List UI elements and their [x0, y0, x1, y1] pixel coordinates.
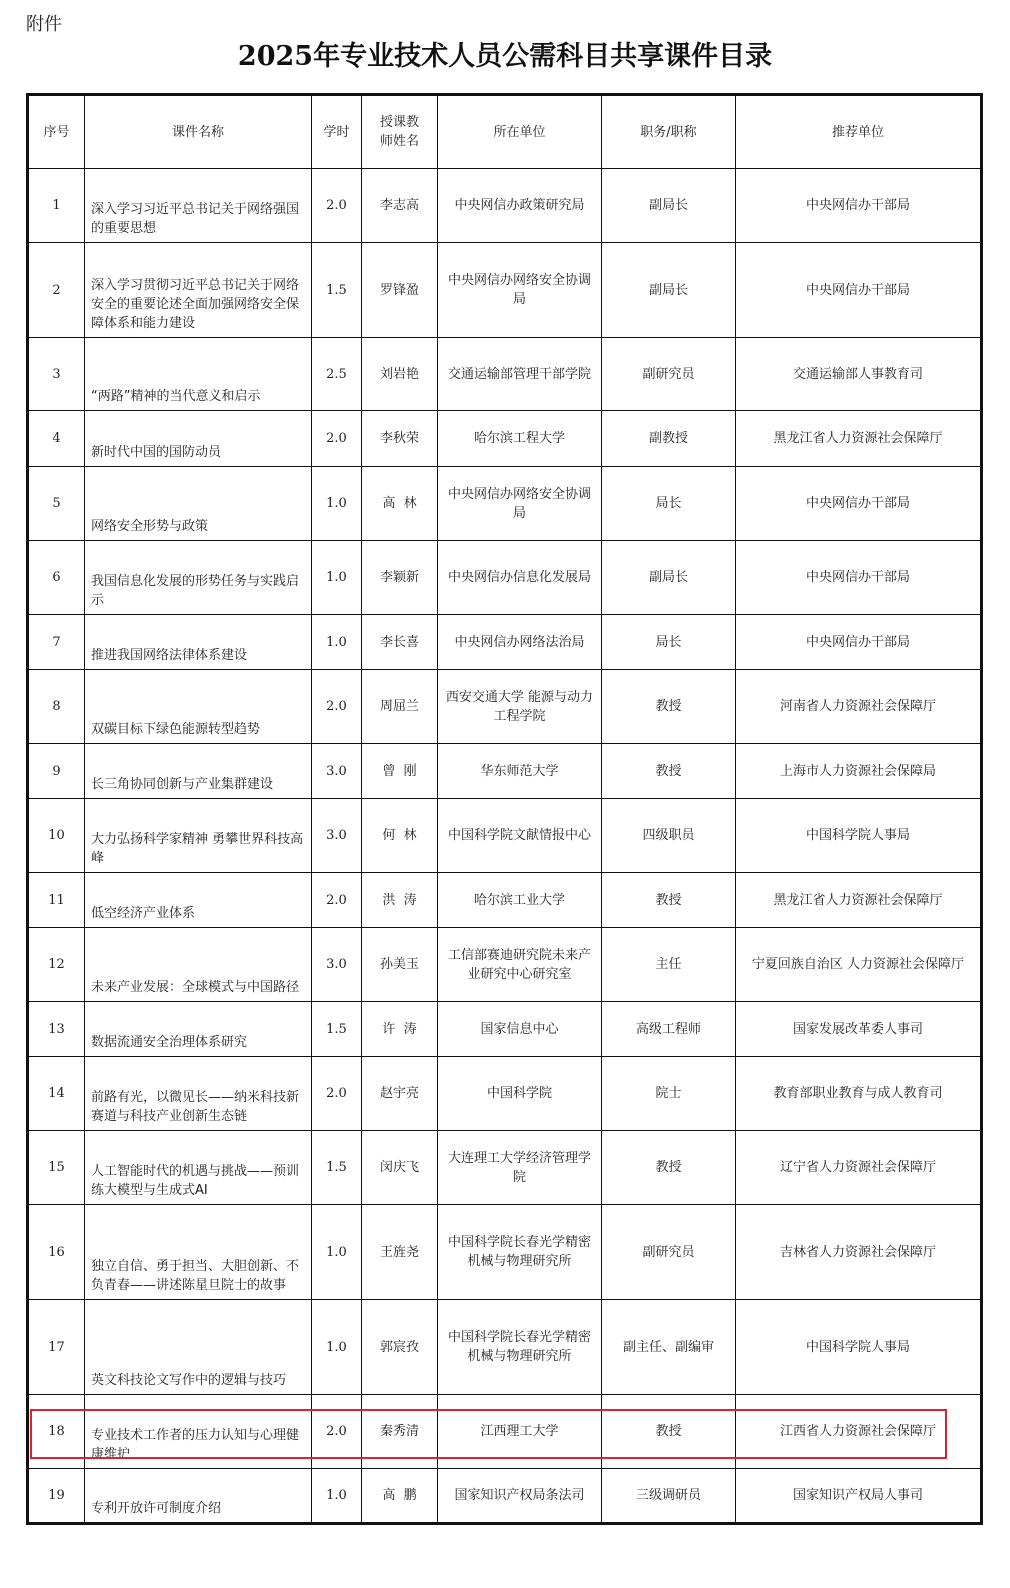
cell-position: 教授 — [602, 744, 736, 799]
cell-index: 8 — [28, 670, 85, 744]
cell-teacher: 高 林 — [362, 467, 438, 541]
cell-teacher: 周屈兰 — [362, 670, 438, 744]
cell-course: 长三角协同创新与产业集群建设 — [85, 744, 312, 799]
cell-org: 中国科学院文献情报中心 — [438, 799, 602, 873]
cell-teacher: 何 林 — [362, 799, 438, 873]
cell-course: 英文科技论文写作中的逻辑与技巧 — [85, 1300, 312, 1395]
cell-course: 专业技术工作者的压力认知与心理健康维护 — [85, 1395, 312, 1469]
cell-position: 教授 — [602, 1395, 736, 1469]
cell-recommender: 国家知识产权局人事司 — [736, 1469, 982, 1524]
cell-course: 深入学习贯彻习近平总书记关于网络安全的重要论述全面加强网络安全保障体系和能力建设 — [85, 243, 312, 338]
cell-hours: 1.0 — [312, 1205, 362, 1300]
cell-index: 3 — [28, 338, 85, 411]
cell-position: 副研究员 — [602, 1205, 736, 1300]
cell-course: 深入学习习近平总书记关于网络强国的重要思想 — [85, 169, 312, 243]
cell-recommender: 交通运输部人事教育司 — [736, 338, 982, 411]
cell-position: 主任 — [602, 928, 736, 1002]
cell-org: 中国科学院长春光学精密 机械与物理研究所 — [438, 1205, 602, 1300]
cell-hours: 3.0 — [312, 799, 362, 873]
cell-recommender: 教育部职业教育与成人教育司 — [736, 1057, 982, 1131]
cell-hours: 2.0 — [312, 411, 362, 467]
cell-position: 高级工程师 — [602, 1002, 736, 1057]
cell-org: 中国科学院 — [438, 1057, 602, 1131]
cell-course: 独立自信、勇于担当、大胆创新、不负青春——讲述陈星旦院士的故事 — [85, 1205, 312, 1300]
cell-position: 副教授 — [602, 411, 736, 467]
cell-index: 12 — [28, 928, 85, 1002]
cell-hours: 1.0 — [312, 1469, 362, 1524]
cell-org: 中央网信办网络法治局 — [438, 615, 602, 670]
cell-recommender: 中央网信办干部局 — [736, 615, 982, 670]
table-row — [28, 744, 982, 799]
cell-course: 专利开放许可制度介绍 — [85, 1469, 312, 1524]
table-row — [28, 1057, 982, 1131]
table-row — [28, 928, 982, 1002]
header-position: 职务/职称 — [602, 95, 736, 169]
table-row — [28, 799, 982, 873]
page-title: 2025年专业技术人员公需科目共享课件目录 — [237, 41, 773, 72]
cell-hours: 1.0 — [312, 467, 362, 541]
cell-position: 教授 — [602, 873, 736, 928]
cell-org: 国家信息中心 — [438, 1002, 602, 1057]
header-row — [28, 95, 982, 169]
cell-course: 我国信息化发展的形势任务与实践启示 — [85, 541, 312, 615]
cell-org: 国家知识产权局条法司 — [438, 1469, 602, 1524]
cell-course: 低空经济产业体系 — [85, 873, 312, 928]
cell-hours: 2.0 — [312, 1395, 362, 1469]
cell-teacher: 王旌尧 — [362, 1205, 438, 1300]
cell-hours: 3.0 — [312, 744, 362, 799]
cell-hours: 1.0 — [312, 615, 362, 670]
cell-recommender: 中央网信办干部局 — [736, 243, 982, 338]
cell-teacher: 李志高 — [362, 169, 438, 243]
table-row — [28, 1300, 982, 1395]
table-row — [28, 1205, 982, 1300]
cell-org: 中央网信办网络安全协调局 — [438, 243, 602, 338]
cell-org: 大连理工大学经济管理学院 — [438, 1131, 602, 1205]
cell-org: 哈尔滨工程大学 — [438, 411, 602, 467]
table-row — [28, 541, 982, 615]
cell-index: 5 — [28, 467, 85, 541]
header-org: 所在单位 — [438, 95, 602, 169]
cell-hours: 2.5 — [312, 338, 362, 411]
cell-org: 西安交通大学 能源与动力工程学院 — [438, 670, 602, 744]
cell-teacher: 孙美玉 — [362, 928, 438, 1002]
cell-course: 人工智能时代的机遇与挑战——预训练大模型与生成式AI — [85, 1131, 312, 1205]
cell-recommender: 吉林省人力资源社会保障厅 — [736, 1205, 982, 1300]
cell-index: 16 — [28, 1205, 85, 1300]
attachment-label: 附件 — [26, 14, 62, 35]
cell-hours: 1.5 — [312, 1131, 362, 1205]
cell-recommender: 辽宁省人力资源社会保障厅 — [736, 1131, 982, 1205]
table-row — [28, 1469, 982, 1524]
cell-recommender: 河南省人力资源社会保障厅 — [736, 670, 982, 744]
cell-recommender: 上海市人力资源社会保障局 — [736, 744, 982, 799]
table-row — [28, 338, 982, 411]
cell-course: 双碳目标下绿色能源转型趋势 — [85, 670, 312, 744]
cell-position: 四级职员 — [602, 799, 736, 873]
cell-recommender: 黑龙江省人力资源社会保障厅 — [736, 873, 982, 928]
cell-course: 新时代中国的国防动员 — [85, 411, 312, 467]
table-row — [28, 169, 982, 243]
cell-course: 网络安全形势与政策 — [85, 467, 312, 541]
cell-teacher: 李长喜 — [362, 615, 438, 670]
cell-org: 中央网信办网络安全协调局 — [438, 467, 602, 541]
cell-recommender: 中央网信办干部局 — [736, 467, 982, 541]
table-row — [28, 467, 982, 541]
cell-teacher: 刘岩艳 — [362, 338, 438, 411]
cell-teacher: 洪 涛 — [362, 873, 438, 928]
table-row — [28, 243, 982, 338]
cell-recommender: 中央网信办干部局 — [736, 541, 982, 615]
cell-hours: 2.0 — [312, 873, 362, 928]
table-row — [28, 1131, 982, 1205]
cell-teacher: 秦秀清 — [362, 1395, 438, 1469]
cell-position: 院士 — [602, 1057, 736, 1131]
cell-recommender: 宁夏回族自治区 人力资源社会保障厅 — [736, 928, 982, 1002]
cell-position: 副局长 — [602, 169, 736, 243]
cell-index: 11 — [28, 873, 85, 928]
cell-course: 大力弘扬科学家精神 勇攀世界科技高峰 — [85, 799, 312, 873]
cell-recommender: 中国科学院人事局 — [736, 799, 982, 873]
cell-org: 华东师范大学 — [438, 744, 602, 799]
cell-position: 局长 — [602, 467, 736, 541]
header-hours: 学时 — [312, 95, 362, 169]
cell-index: 10 — [28, 799, 85, 873]
table-row — [28, 411, 982, 467]
header-teacher: 授课教师姓名 — [362, 95, 438, 169]
cell-index: 6 — [28, 541, 85, 615]
cell-position: 局长 — [602, 615, 736, 670]
cell-course: 前路有光，以微见长——纳米科技新赛道与科技产业创新生态链 — [85, 1057, 312, 1131]
cell-recommender: 中国科学院人事局 — [736, 1300, 982, 1395]
cell-org: 中国科学院长春光学精密 机械与物理研究所 — [438, 1300, 602, 1395]
cell-hours: 2.0 — [312, 670, 362, 744]
cell-hours: 2.0 — [312, 169, 362, 243]
cell-recommender: 江西省人力资源社会保障厅 — [736, 1395, 982, 1469]
cell-teacher: 李颖新 — [362, 541, 438, 615]
cell-org: 中央网信办信息化发展局 — [438, 541, 602, 615]
cell-index: 17 — [28, 1300, 85, 1395]
cell-teacher: 高 鹏 — [362, 1469, 438, 1524]
table-row — [28, 1002, 982, 1057]
cell-teacher: 李秋荣 — [362, 411, 438, 467]
cell-hours: 1.5 — [312, 1002, 362, 1057]
cell-position: 副研究员 — [602, 338, 736, 411]
header-recommender: 推荐单位 — [736, 95, 982, 169]
table-row — [28, 615, 982, 670]
cell-hours: 1.0 — [312, 541, 362, 615]
cell-position: 副主任、副编审 — [602, 1300, 736, 1395]
cell-teacher: 许 涛 — [362, 1002, 438, 1057]
cell-position: 副局长 — [602, 243, 736, 338]
cell-org: 交通运输部管理干部学院 — [438, 338, 602, 411]
cell-course: 未来产业发展：全球模式与中国路径 — [85, 928, 312, 1002]
cell-hours: 2.0 — [312, 1057, 362, 1131]
cell-teacher: 闵庆飞 — [362, 1131, 438, 1205]
cell-org: 中央网信办政策研究局 — [438, 169, 602, 243]
cell-hours: 1.5 — [312, 243, 362, 338]
cell-org: 江西理工大学 — [438, 1395, 602, 1469]
cell-position: 教授 — [602, 670, 736, 744]
cell-org: 哈尔滨工业大学 — [438, 873, 602, 928]
header-course: 课件名称 — [85, 95, 312, 169]
table-row — [28, 670, 982, 744]
cell-course: 数据流通安全治理体系研究 — [85, 1002, 312, 1057]
cell-index: 1 — [28, 169, 85, 243]
cell-recommender: 中央网信办干部局 — [736, 169, 982, 243]
cell-recommender: 黑龙江省人力资源社会保障厅 — [736, 411, 982, 467]
cell-teacher: 罗锋盈 — [362, 243, 438, 338]
cell-index: 19 — [28, 1469, 85, 1524]
table-row — [28, 1395, 982, 1469]
cell-index: 2 — [28, 243, 85, 338]
cell-teacher: 郭宸孜 — [362, 1300, 438, 1395]
cell-index: 4 — [28, 411, 85, 467]
cell-teacher: 赵宇亮 — [362, 1057, 438, 1131]
cell-course: 推进我国网络法律体系建设 — [85, 615, 312, 670]
cell-course: “两路”精神的当代意义和启示 — [85, 338, 312, 411]
cell-recommender: 国家发展改革委人事司 — [736, 1002, 982, 1057]
cell-index: 7 — [28, 615, 85, 670]
cell-position: 副局长 — [602, 541, 736, 615]
cell-index: 18 — [28, 1395, 85, 1469]
course-table — [26, 93, 983, 1525]
cell-index: 13 — [28, 1002, 85, 1057]
cell-index: 9 — [28, 744, 85, 799]
cell-teacher: 曾 刚 — [362, 744, 438, 799]
cell-hours: 3.0 — [312, 928, 362, 1002]
cell-org: 工信部赛迪研究院未来产业研究中心研究室 — [438, 928, 602, 1002]
cell-hours: 1.0 — [312, 1300, 362, 1395]
cell-index: 15 — [28, 1131, 85, 1205]
cell-position: 教授 — [602, 1131, 736, 1205]
header-index: 序号 — [28, 95, 85, 169]
cell-position: 三级调研员 — [602, 1469, 736, 1524]
cell-index: 14 — [28, 1057, 85, 1131]
table-row — [28, 873, 982, 928]
